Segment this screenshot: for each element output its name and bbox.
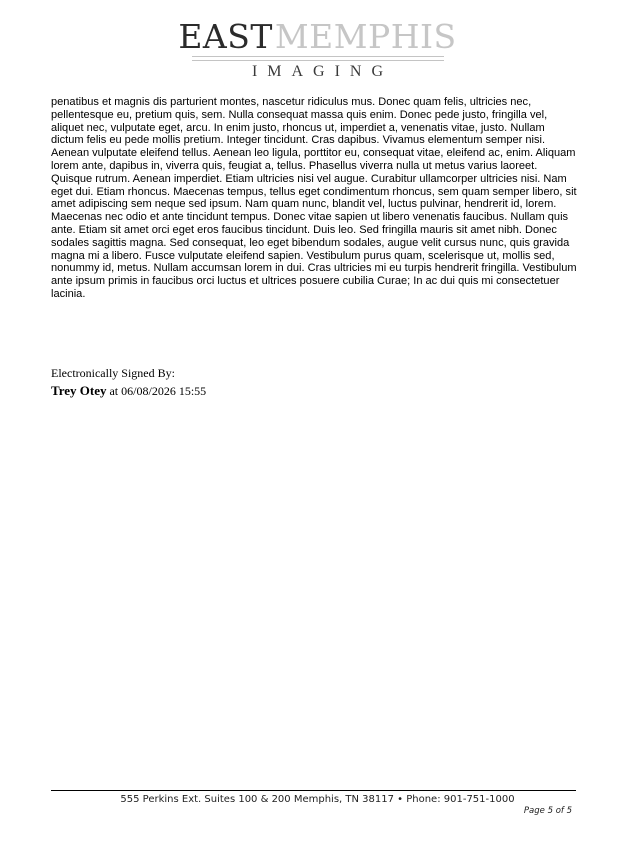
logo-east: EAST: [178, 17, 273, 56]
signature-line: [51, 382, 206, 400]
logo-memphis: MEMPHIS: [274, 17, 457, 56]
footer-address: 555 Perkins Ext. Suites 100 & 200 Memphis, TN 38117 • Phone: 901-751-1000: [120, 794, 515, 805]
report-body-text: penatibus et magnis dis parturient montes, nascetur ridiculus mus. Donec quam felis, ultricies nec, pellentesque eu, pretium quis, sem. Nulla consequat massa quis enim. Donec pede justo, fringilla vel, aliquet nec, vulputate eget, arcu. In enim justo, rhoncus ut, imperdiet a, venenatis vitae, justo. Nullam dictum felis eu pede mollis pretium. Integer tincidunt. Cras dapibus. Vivamus elementum semper nisi. Aenean vulputate eleifend tellus. Aenean leo ligula, porttitor eu, consequat vitae, eleifend ac, enim. Aliquam lorem ante, dapibus in, viverra quis, feugiat a, tellus. Phasellus viverra nulla ut metus varius laoreet. Quisque rutrum. Aenean imperdiet. Etiam ultricies nisi vel augue. Curabitur ullamcorper ultricies nisi. Nam eget dui. Etiam rhoncus. Maecenas tempus, tellus eget condimentum rhoncus, sem quam semper libero, sit amet adipiscing sem neque sed ipsum. Nam quam nunc, blandit vel, luctus pulvinar, hendrerit id, lorem. Maecenas nec odio et ante tincidunt tempus. Donec vitae sapien ut libero venenatis faucibus. Nullam quis ante. Etiam sit amet orci eget eros faucibus tincidunt. Duis leo. Sed fringilla mauris sit amet nibh. Donec sodales sagittis magna. Sed consequat, leo eget bibendum sodales, augue velit cursus nunc, quis gravida magna mi a libero. Fusce vulputate eleifend sapien. Vestibulum purus quam, scelerisque ut, mollis sed, nonummy id, metus. Nullam accumsan lorem in dui. Cras ultricies mi eu turpis hendrerit fringilla. Vestibulum ante ipsum primis in faucibus orci luctus et ultrices posuere cubilia Curae; In ac dui quis mi consectetuer lacinia.: [51, 96, 577, 300]
logo-wordmark: [0, 18, 635, 56]
signature-timestamp: at 06/08/2026 15:55: [109, 384, 207, 398]
signature-label: Electronically Signed By:: [51, 366, 175, 380]
logo-imaging: IMAGING: [251, 63, 394, 80]
signer-name: Trey Otey: [51, 383, 107, 398]
logo-divider: [192, 56, 444, 61]
page-number: Page 5 of 5: [523, 806, 572, 816]
signature-block: [51, 364, 206, 400]
footer-divider: [51, 790, 576, 791]
east-memphis-imaging-logo: [0, 18, 635, 81]
